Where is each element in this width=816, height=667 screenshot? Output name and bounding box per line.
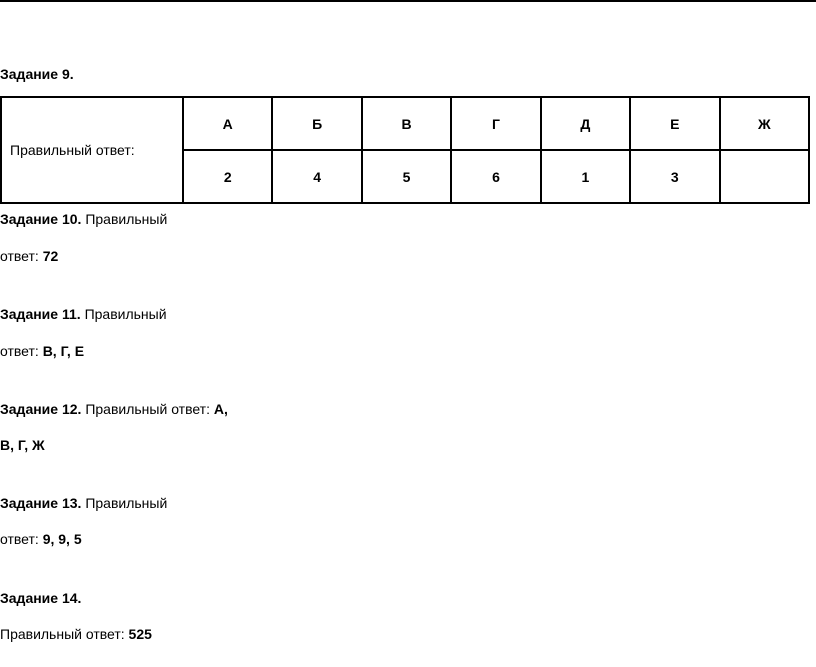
- task12-answer-part1: А,: [213, 401, 228, 417]
- task10-answer: 72: [42, 248, 59, 264]
- table-row: [1, 97, 809, 150]
- column-letter: Г: [451, 97, 540, 150]
- task13-line1: [0, 495, 167, 511]
- task11-line2: [0, 343, 84, 359]
- task11-label: ответ:: [0, 343, 39, 359]
- answer-value: 6: [451, 150, 540, 203]
- task10-text: Правильный: [85, 211, 168, 227]
- task13-line2: [0, 531, 82, 547]
- task14-line2: [0, 626, 152, 642]
- answer-value: 2: [183, 150, 272, 203]
- column-letter: Д: [541, 97, 630, 150]
- answer-value: 3: [630, 150, 719, 203]
- task11-text: Правильный: [84, 306, 167, 322]
- answer-table: [0, 96, 810, 204]
- task14-answer: 525: [128, 626, 152, 642]
- task13-answer: 9, 9, 5: [42, 531, 82, 547]
- task14-line1: [0, 590, 81, 606]
- top-rule: [0, 0, 816, 2]
- task10-line1: [0, 211, 167, 227]
- task10-title: Задание 10.: [0, 211, 82, 227]
- task12-answer-part2: В, Г, Ж: [0, 437, 45, 453]
- task10-label: ответ:: [0, 248, 39, 264]
- task13-label: ответ:: [0, 531, 39, 547]
- task13-title: Задание 13.: [0, 495, 82, 511]
- column-letter: В: [362, 97, 451, 150]
- answer-value: [720, 150, 809, 203]
- task11-line1: [0, 306, 167, 322]
- task11-title: Задание 11.: [0, 306, 81, 322]
- row-label: Правильный ответ:: [1, 97, 183, 203]
- column-letter: Б: [272, 97, 361, 150]
- task11-answer: В, Г, Е: [42, 343, 85, 359]
- task14-label: Правильный ответ:: [0, 626, 125, 642]
- task12-line2: [0, 437, 45, 453]
- answer-value: 5: [362, 150, 451, 203]
- answer-value: 4: [272, 150, 361, 203]
- answer-value: 1: [541, 150, 630, 203]
- task14-title: Задание 14.: [0, 590, 82, 606]
- task9-heading: Задание 9.: [0, 66, 74, 82]
- column-letter: Е: [630, 97, 719, 150]
- task12-line1: [0, 401, 228, 417]
- column-letter: Ж: [720, 97, 809, 150]
- task12-text: Правильный ответ:: [85, 401, 210, 417]
- task13-text: Правильный: [85, 495, 168, 511]
- task12-title: Задание 12.: [0, 401, 82, 417]
- column-letter: А: [183, 97, 272, 150]
- task10-line2: [0, 248, 58, 264]
